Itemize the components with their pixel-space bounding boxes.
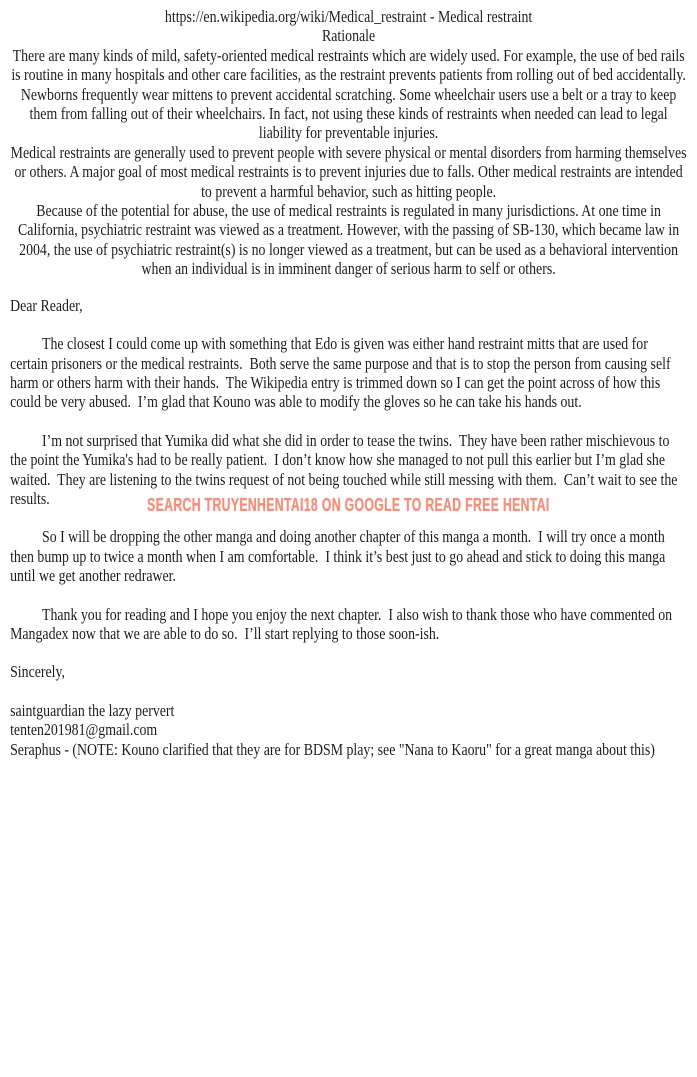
letter-paragraph: Thank you for reading and I hope you enjoy the next chapter. I also wish to thank those who have commented on Mangadex now that we are able to do so. I’ll start replying to those soon-ish. — [10, 604, 676, 643]
excerpt-paragraph: Because of the potential for abuse, the use of medical restraints is regulated in many jurisdictions. At one time in California, psychiatric restraint was viewed as a treatment. However, with the passing of SB-130, which became law in 2004, the use of psychiatric restraint(s) is no longer viewed as a treatment, but can be used as a behavioral intervention when an individual is in imminent danger of serious harm to self or others. — [18, 201, 680, 279]
closing: Sincerely, — [10, 662, 65, 682]
letter-paragraph-with-watermark — [10, 430, 687, 515]
salutation: Dear Reader, — [10, 295, 83, 315]
letter-paragraph: So I will be dropping the other manga and doing another chapter of this manga a month. I will try once a month then bump up to twice a month when I am comfortable. I think it’s best just to go ahead and stick to doing this manga until we get another redrawer. — [10, 527, 669, 586]
translator-letter — [10, 296, 687, 759]
letter-paragraph: The closest I could come up with something that Edo is given was either hand restraint mitts that are used for certain prisoners or the medical restraints. Both serve the same purpose and that is to stop the person from causing self harm or others harm with their hands. The Wikipedia entry is trimmed down so I can get the point across of how this could be very abused. I’m glad that Kouno was able to modify the gloves so he can take his hands out. — [10, 334, 675, 412]
excerpt-heading: Rationale — [322, 26, 376, 46]
signature-email: tenten201981@gmail.com — [10, 720, 158, 740]
excerpt-paragraph: There are many kinds of mild, safety-oriented medical restraints which are widely used. For example, the use of bed rails is routine in many hospitals and other care facilities, as the restraint prevents patients from rolling out of bed accidentally. Newborns frequently wear mittens to prevent accidental scratching. Some wheelchair users use a belt or a tray to keep them from falling out of their wheelchairs. In fact, not using these kinds of restraints when needed can lead to legal liability for preventable injuries. — [11, 45, 686, 143]
signature-block — [10, 701, 687, 740]
excerpt-paragraph: Medical restraints are generally used to prevent people with severe physical or mental disorders from harming themselves or others. A major goal of most medical restraints is to prevent injuries due to falls. Other medical restraints are intended to prevent a harmful behavior, such as hitting people. — [10, 142, 687, 201]
signature-name: saintguardian the lazy pervert — [10, 700, 175, 720]
source-url: https://en.wikipedia.org/wiki/Medical_restraint - Medical restraint — [164, 7, 533, 26]
letter-paragraph: I’m not surprised that Yumika did what she did in order to tease the twins. They have been rather mischievous to the point the Yumika's had to be really patient. I don’t know how she managed to not pull this earlier but I’m glad she waited. They are listening to the twins request of not being touched while still messing with them. Can’t wait to see the results. — [10, 430, 681, 508]
wikipedia-excerpt — [10, 7, 687, 279]
postscript-note: Seraphus - (NOTE: Kouno clarified that they are for BDSM play; see "Nana to Kaoru" for a great manga about this) — [10, 739, 655, 759]
site-watermark-text: SEARCH TRUYENHENTAI18 ON GOOGLE TO READ FREE HENTAI — [147, 494, 550, 515]
